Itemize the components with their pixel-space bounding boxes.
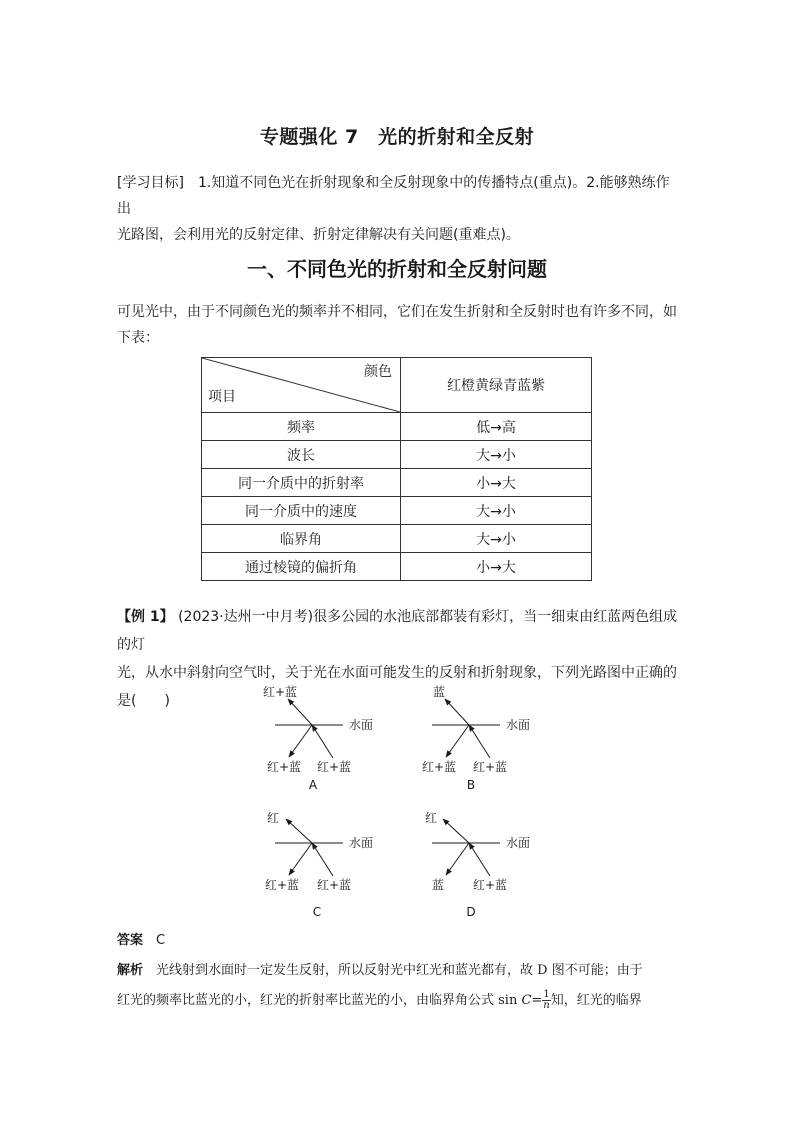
table-cell-value: 低→高	[401, 413, 592, 441]
reflected-label: 红+蓝	[267, 760, 302, 774]
refracted-ray	[445, 699, 469, 725]
formula-variable: C	[521, 993, 532, 1008]
diagram-a	[263, 684, 373, 792]
table-corner-cell	[202, 358, 401, 413]
example-tag: 【例 1】	[117, 609, 174, 625]
section-heading: 一、不同色光的折射和全反射问题	[247, 257, 547, 281]
incident-label: 红+蓝	[317, 760, 352, 774]
table-row	[202, 413, 592, 441]
reflected-ray	[446, 725, 469, 757]
example-line-3: 是( )	[117, 693, 170, 709]
refracted-ray	[286, 819, 312, 843]
table-cell-item: 频率	[202, 413, 401, 441]
reflected-ray	[289, 725, 312, 757]
explanation-line-2a: 红光的频率比蓝光的小，红光的折射率比蓝光的小，由临界角公式 sin	[117, 993, 522, 1008]
table-row	[202, 469, 592, 497]
surface-label: 水面	[349, 718, 374, 732]
surface-label: 水面	[506, 836, 531, 850]
learning-goals	[117, 170, 683, 248]
explanation-line-1: 光线射到水面时一定发生反射，所以反射光中红光和蓝光都有，故 D 图不可能；由于	[156, 963, 643, 978]
surface-label: 水面	[349, 836, 374, 850]
table-cell-value: 大→小	[401, 441, 592, 469]
refracted-label: 蓝	[433, 685, 446, 699]
answer-value: C	[156, 933, 166, 948]
diagram-letter: B	[466, 778, 476, 792]
incident-ray	[469, 843, 490, 876]
goals-tag: [学习目标]	[117, 175, 184, 191]
table-cell-item: 临界角	[202, 525, 401, 553]
refracted-label: 红	[425, 811, 438, 825]
diagram-b	[422, 684, 530, 792]
page-title: 专题强化 7 光的折射和全反射	[259, 126, 535, 148]
answer-line	[117, 929, 165, 948]
explanation-line-2b: 知，红光的临界	[550, 993, 642, 1008]
diagram-letter: D	[466, 905, 476, 919]
table-row	[202, 441, 592, 469]
corner-top-label: 颜色	[364, 364, 392, 380]
fraction-numerator: 1	[543, 989, 550, 1000]
example-line-1: (2023·达州一中月考)很多公园的水池底部都装有彩灯，当一细束由红蓝两色组成的灯	[117, 609, 678, 653]
formula-equals: =	[531, 993, 543, 1008]
intro-line-1: 可见光中，由于不同颜色光的频率并不相同，它们在发生折射和全反射时也有许多不同，如	[117, 304, 677, 320]
color-properties-table	[201, 357, 592, 581]
diagram-letter: C	[312, 905, 322, 919]
table-header-row	[202, 358, 592, 413]
table-cell-item: 同一介质中的折射率	[202, 469, 401, 497]
diagram-letter: A	[308, 778, 318, 792]
explanation-label: 解析	[117, 963, 144, 978]
fraction-denominator: n	[543, 1000, 550, 1011]
table-row	[202, 525, 592, 553]
corner-bottom-label: 项目	[208, 389, 236, 405]
incident-label: 红+蓝	[473, 878, 508, 892]
intro-paragraph	[117, 299, 683, 351]
table-row	[202, 497, 592, 525]
table-row	[202, 553, 592, 581]
table-header-value: 红橙黄绿青蓝紫	[401, 358, 592, 413]
refracted-ray	[443, 819, 469, 843]
light-path-diagrams	[255, 680, 555, 925]
incident-ray	[312, 725, 333, 758]
intro-line-2: 下表：	[117, 330, 159, 346]
incident-label: 红+蓝	[317, 878, 352, 892]
table-cell-value: 大→小	[401, 525, 592, 553]
table-cell-item: 同一介质中的速度	[202, 497, 401, 525]
surface-label: 水面	[506, 718, 531, 732]
refracted-label: 红+蓝	[263, 685, 298, 699]
reflected-ray	[289, 843, 312, 875]
table-cell-value: 大→小	[401, 497, 592, 525]
goals-line-1: 1.知道不同色光在折射现象和全反射现象中的传播特点(重点)。2.能够熟练作出	[117, 175, 670, 217]
refracted-label: 红	[267, 811, 280, 825]
formula-fraction	[542, 990, 550, 1011]
incident-ray	[469, 725, 490, 758]
goals-line-2: 光路图，会利用光的反射定律、折射定律解决有关问题(重难点)。	[117, 227, 520, 243]
table-cell-item: 通过棱镜的偏折角	[202, 553, 401, 581]
reflected-label: 蓝	[432, 878, 445, 892]
table-cell-value: 小→大	[401, 469, 592, 497]
incident-label: 红+蓝	[473, 760, 508, 774]
example-line-2: 光，从水中斜射向空气时，关于光在水面可能发生的反射和折射现象，下列光路图中正确的	[117, 665, 677, 681]
answer-label: 答案	[117, 933, 144, 948]
reflected-label: 红+蓝	[422, 760, 457, 774]
reflected-ray	[446, 843, 469, 875]
table-cell-item: 波长	[202, 441, 401, 469]
explanation	[117, 956, 687, 1016]
table-cell-value: 小→大	[401, 553, 592, 581]
incident-ray	[312, 843, 333, 876]
diagram-d	[425, 811, 530, 919]
reflected-label: 红+蓝	[265, 878, 300, 892]
refracted-ray	[288, 699, 312, 725]
diagram-c	[265, 811, 373, 919]
